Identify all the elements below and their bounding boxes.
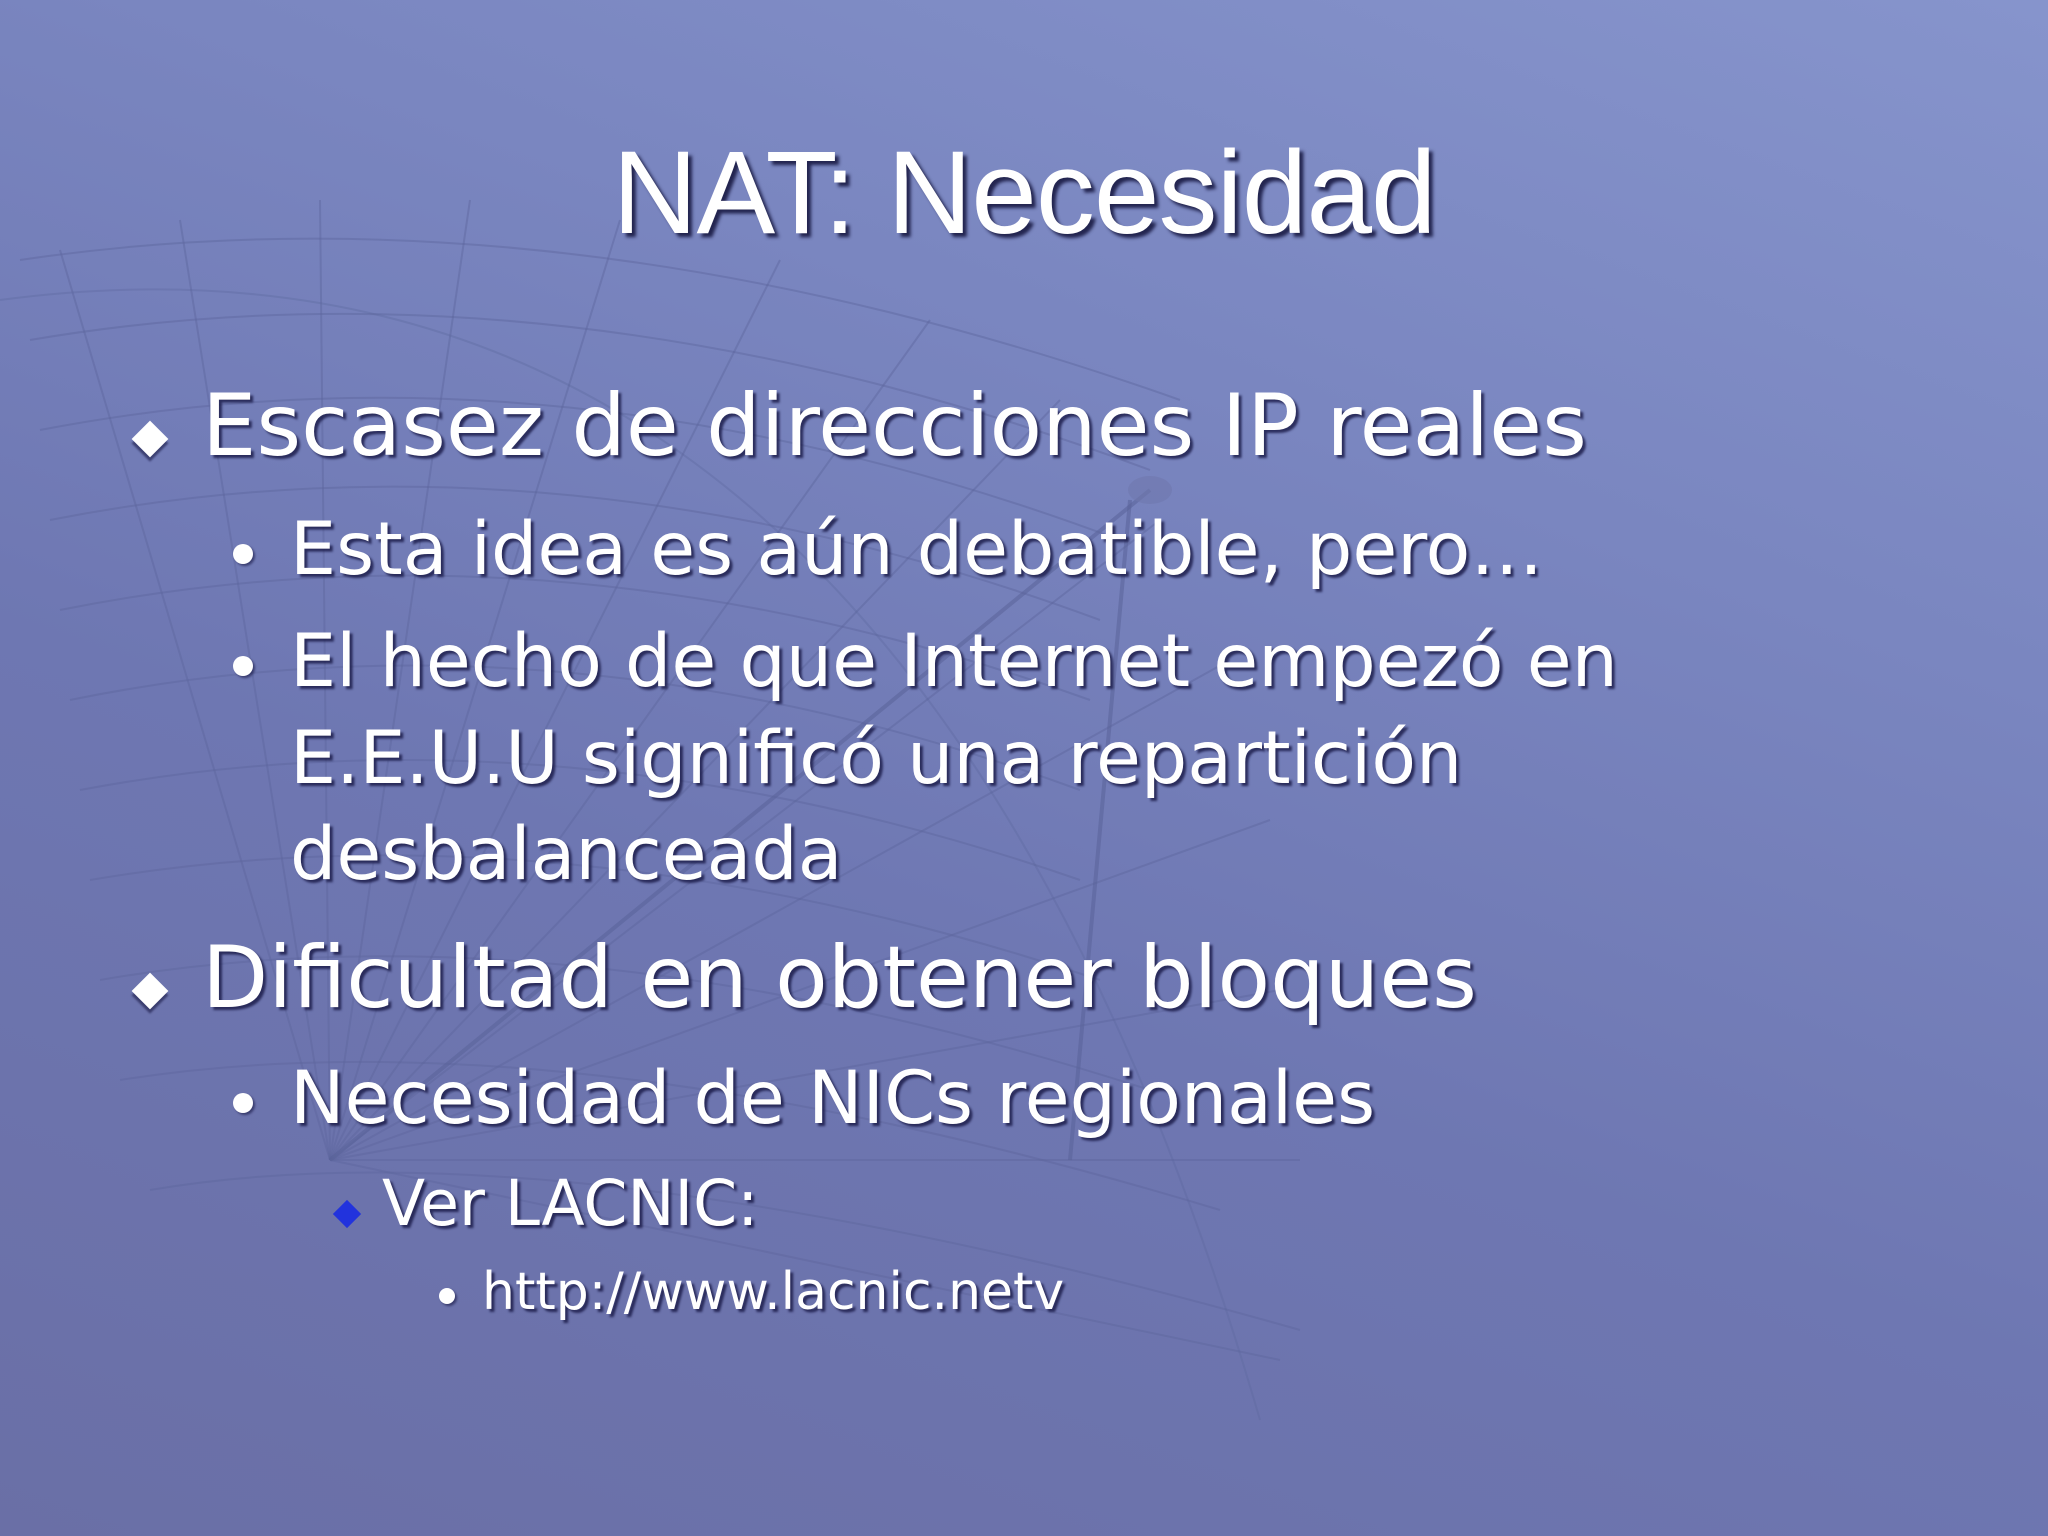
dot-icon [233,544,253,564]
bullet-text: Necesidad de NICs regionales [290,1056,1376,1141]
diamond-icon [132,421,169,458]
bullet-text-line: desbalanceada [290,812,843,897]
slide-title: NAT: Necesidad [612,127,1436,259]
bullet-text-line: E.E.U.U significó una repartición [290,716,1463,801]
link-text: http://www.lacnic.netv [482,1262,1065,1322]
bullet-text-line: El hecho de que Internet empezó en [290,619,1618,704]
dot-icon [233,656,253,676]
bullet-text: Dificultad en obtener bloques [202,928,1477,1028]
dot-icon [439,1288,455,1304]
diamond-icon [333,1200,361,1228]
bullet-text: Ver LACNIC: [382,1167,759,1240]
bullet-text: Esta idea es aún debatible, pero… [290,507,1544,592]
dot-icon [233,1093,253,1113]
diamond-icon [132,973,169,1010]
bullet-text: Escasez de direcciones IP reales [202,376,1587,476]
